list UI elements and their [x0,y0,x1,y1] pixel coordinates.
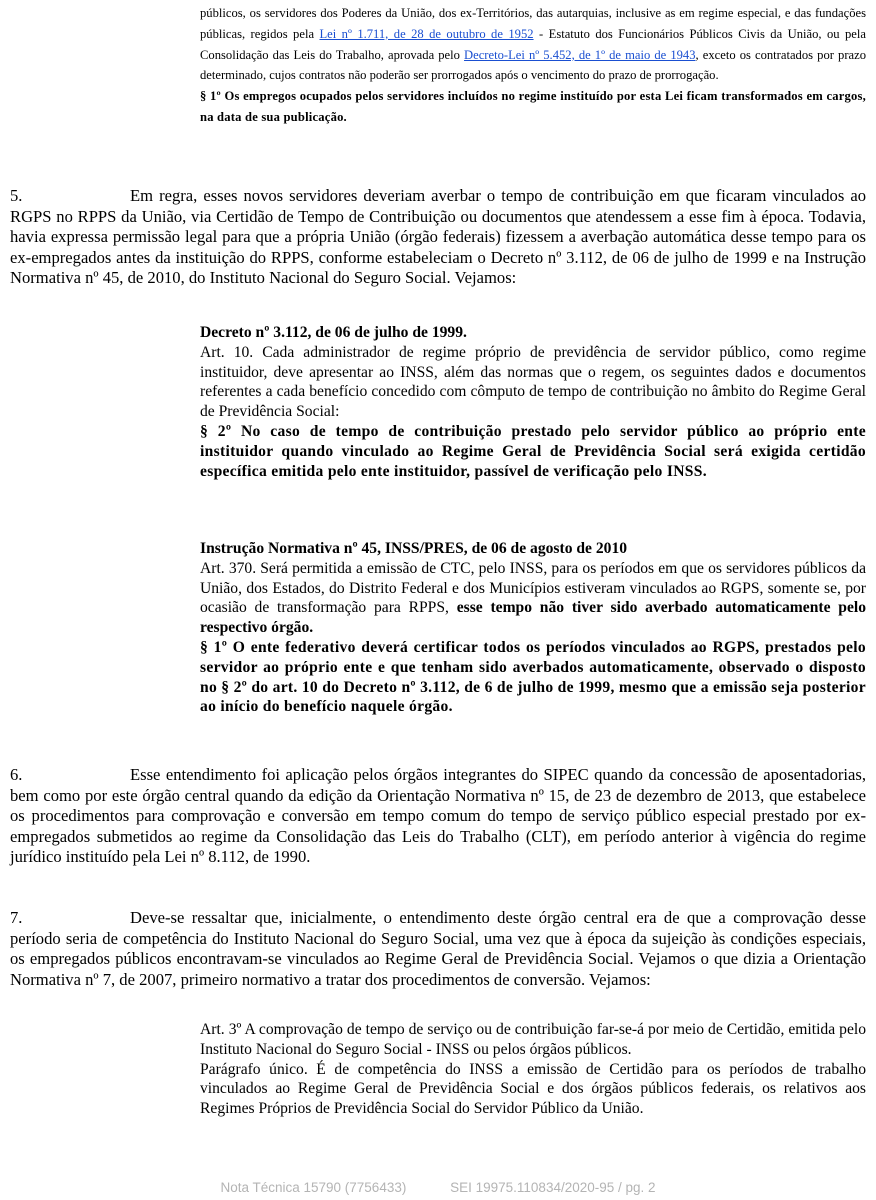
quote-in-45 [200,539,866,717]
quote-lei-8112-text [200,3,866,86]
quote-lei-8112-paragraph-1: § 1º Os empregos ocupados pelos servidores incluídos no regime instituído por esta Lei ficam transformados em cargos, na data de sua publicação. [200,89,866,124]
quote-paragraph: § 2º No caso de tempo de contribuição prestado pelo servidor público ao próprio ente instituidor quando vinculado ao Regime Geral de Previdência Social será exigida certidão específica emitida pelo ente instituidor, passível de verificação pelo INSS. [200,422,866,480]
quote-title: Decreto nº 3.112, de 06 de julho de 1999. [200,324,467,341]
quote-article [200,559,866,638]
quote-on-7 [200,1020,866,1119]
paragraph-number: 5. [10,186,23,205]
quote-text-segment: públicos, os servidores dos Poderes da União, dos ex-Territórios, das autarquias, inclusive as em regime especial, e das fundações públicas, regidos pela [200,6,866,41]
link-lei-1711[interactable]: Lei nº 1.711, de 28 de outubro de 1952 [319,26,534,41]
paragraph-text: Deve-se ressaltar que, inicialmente, o entendimento deste órgão central era de que a comprovação desse período seria de competência do Instituto Nacional do Seguro Social, uma vez que à época da sujeição às condições especiais, os empregados públicos encontravam-se vinculados ao Regime Geral de Previdência Social. Vejamos o que dizia a Orientação Normativa nº 7, de 2007, primeiro normativo a tratar dos procedimentos de conversão. Vejamos: [10,908,866,989]
page-footer [0,1180,876,1195]
paragraph-7 [10,908,866,990]
quote-text-segment: - Estatuto dos Funcionários Públicos Civis da União, ou pela Consolidação das Leis do Trabalho, aprovada pelo [200,26,866,62]
paragraph-text: Esse entendimento foi aplicação pelos órgãos integrantes do SIPEC quando da concessão de aposentadorias, bem como por este órgão central quando da edição da Orientação Normativa nº 15, de 23 de dezembro de 2013, que estabelece os procedimentos para comprovação e conversão em tempo comum do tempo de serviço público especial prestado por ex-empregados submetidos ao regime da Consolidação das Leis do Trabalho (CLT), em período anterior à vigência do regime jurídico instituído pela Lei nº 8.112, de 1990. [10,765,866,867]
paragraph-number: 6. [10,765,23,784]
footer-document-id: Nota Técnica 15790 (7756433) [220,1180,407,1195]
quote-article: Art. 3º A comprovação de tempo de serviço ou de contribuição far-se-á por meio de Certidão, emitida pelo Instituto Nacional do Seguro Social - INSS ou pelos órgãos públicos. [200,1021,866,1058]
quote-text-segment: , exceto os contratados por prazo determinado, cujos contratos não poderão ser prorrogados após o vencimento do prazo de prorrogação. [200,47,866,83]
quote-paragraph: § 1º O ente federativo deverá certificar todos os períodos vinculados ao RGPS, prestados pelo servidor ao próprio ente e que tenham sido averbados automaticamente, observado o disposto no § 2º do art. 10 do Decreto nº 3.112, de 6 de julho de 1999, mesmo que a emissão seja posterior ao início do benefício naquele órgão. [200,638,866,716]
paragraph-number: 7. [10,908,23,927]
quote-text-bold: esse tempo não tiver sido averbado automaticamente pelo respectivo órgão. [200,599,866,637]
paragraph-text: Em regra, esses novos servidores deveriam averbar o tempo de contribuição em que ficaram vinculados ao RGPS no RPPS da União, via Certidão de Tempo de Contribuição ou documentos que atendessem a esse fim à época. Todavia, havia expressa permissão legal para que a própria União (órgão federais) fizessem a averbação automática desse tempo para os ex-empregados antes da instituição do RPPS, conforme estabeleciam o Decreto nº 3.112, de 06 de julho de 1999 e na Instrução Normativa nº 45, de 2010, do Instituto Nacional do Seguro Social. Vejamos: [10,186,866,288]
quote-text-segment: Art. 370. Será permitida a emissão de CTC, pelo INSS, para os períodos em que os servidores públicos da União, dos Estados, do Distrito Federal e dos Municípios estiveram vinculados ao RGPS, somente se, por ocasião de transformação para RPPS, [200,559,866,617]
quote-title: Instrução Normativa nº 45, INSS/PRES, de 06 de agosto de 2010 [200,540,628,557]
quote-paragraph: Parágrafo único. É de competência do INSS a emissão de Certidão para os períodos de trabalho vinculados ao Regime Geral de Previdência Social e dos órgãos públicos federais, os relativos aos Regimes Próprios de Previdência Social do Servidor Público da União. [200,1060,866,1118]
quote-article: Art. 10. Cada administrador de regime próprio de previdência de servidor público, como regime instituidor, deve apresentar ao INSS, além das normas que o regem, os seguintes dados e documentos referentes a cada benefício concedido com cômputo de tempo de contribuição no âmbito do Regime Geral de Previdência Social: [200,343,866,421]
footer-process-page: SEI 19975.110834/2020-95 / pg. 2 [450,1180,656,1195]
quote-lei-8112 [200,3,866,128]
link-decreto-lei-5452[interactable]: Decreto-Lei nº 5.452, de 1º de maio de 1943 [464,47,696,62]
paragraph-6 [10,765,866,868]
quote-decreto-3112 [200,323,866,481]
paragraph-5 [10,186,866,289]
